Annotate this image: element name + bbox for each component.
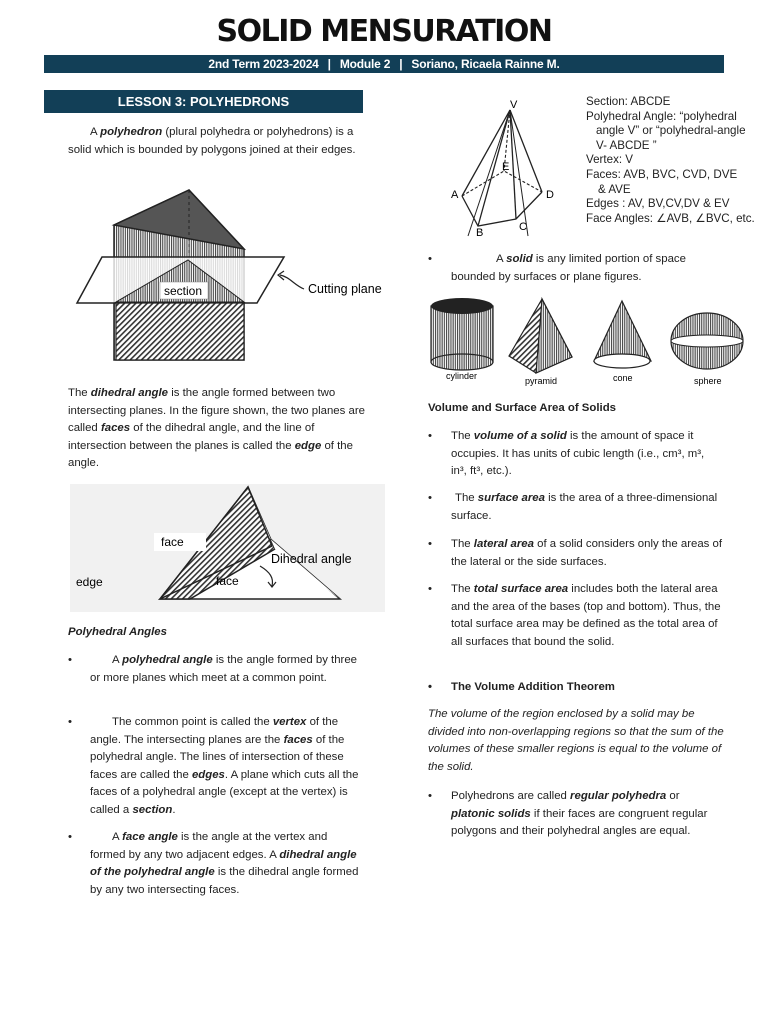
- term-platonic-solids: platonic solids: [451, 807, 531, 820]
- vertex-c-label: C: [519, 221, 527, 233]
- bullet-dot: •: [428, 492, 432, 504]
- bullet-dot: •: [428, 538, 432, 550]
- dihedral-paragraph: The dihedral angle is the angle formed between two intersecting planes. In the figure shown, the two planes are called faces of the dihedral angle, and the line of intersection between the planes is called the edge of the angle.: [68, 387, 365, 470]
- term-total-surface-area: total surface area: [473, 583, 569, 595]
- bullet-dot: •: [428, 430, 432, 442]
- cylinder-label: cylinder: [446, 371, 478, 381]
- term-faces: faces: [100, 422, 131, 435]
- bullet-dot: •: [428, 583, 432, 595]
- term-dihedral-polyhedral: dihedral angle of the polyhedral angle: [90, 848, 357, 879]
- header-banner: [44, 55, 724, 73]
- cutting-plane-label: Cutting plane: [308, 282, 382, 296]
- dihedral-angle-label: Dihedral angle: [271, 552, 352, 566]
- polyhedron-paragraph: A polyhedron (plural polyhedra or polyhedrons) is a solid which is bounded by polygons joined at their edges.: [68, 126, 356, 156]
- pyramid-label: pyramid: [525, 376, 558, 386]
- cone-label: cone: [613, 373, 633, 383]
- term-section: section: [132, 803, 173, 816]
- term-lateral-area: lateral area: [473, 538, 534, 550]
- term-face-angle: face angle: [122, 831, 178, 843]
- term-dihedral-angle: dihedral angle: [90, 387, 169, 399]
- bullet-dot: •: [68, 716, 72, 728]
- pyramid-legend: Section: ABCDE Polyhedral Angle: “polyhedral angle V” or “polyhedral-angle V- ABCDE ” Vertex: V Faces: AVB, BVC, CVD, DVE & AVE Edges : AV, BV,CV,DV & EV Face Angles: ∠AVB, ∠BVC, etc.: [586, 95, 755, 225]
- term-polyhedron: polyhedron: [100, 126, 163, 138]
- dihedral-angle-figure: [70, 484, 385, 612]
- module-label: Module 2: [339, 57, 391, 71]
- pyramid-polyhedral-angle-figure: [440, 96, 580, 241]
- vertex-v-label: V: [510, 99, 518, 111]
- vertex-a-label: A: [451, 189, 459, 201]
- bullet-dot: •: [428, 681, 432, 693]
- author-label: Soriano, Ricaela Rainne M.: [411, 57, 560, 71]
- banner-separator: |: [327, 57, 331, 71]
- sphere-label: sphere: [694, 376, 722, 386]
- solids-figure: [424, 293, 754, 388]
- volume-addition-theorem-text: The volume of the region enclosed by a solid may be divided into non-overlapping regions so that the sum of the volumes of these smaller regions is equal to the volume of the solid.: [428, 708, 724, 773]
- term-solid: solid: [506, 253, 533, 265]
- bullet-dot: •: [428, 790, 432, 802]
- section-label: section: [164, 284, 203, 298]
- volume-surface-heading: Volume and Surface Area of Solids: [428, 402, 616, 414]
- term-faces-2: faces: [283, 733, 313, 746]
- term-edges: edges: [191, 768, 225, 781]
- bullet-dot: •: [428, 253, 432, 265]
- term-surface-area: surface area: [477, 492, 545, 504]
- face-label-bottom: face: [216, 574, 239, 588]
- vertex-e-label: E: [502, 161, 510, 173]
- term-polyhedral-angle: polyhedral angle: [122, 654, 213, 666]
- term-regular-polyhedra: regular polyhedra: [570, 790, 667, 802]
- term-label: 2nd Term 2023-2024: [208, 57, 319, 71]
- polyhedral-angles-heading: Polyhedral Angles: [68, 626, 167, 638]
- edge-label: edge: [76, 575, 103, 589]
- bullet-dot: •: [68, 831, 72, 843]
- page-title: SOLID MENSURATION: [216, 14, 552, 49]
- face-label-top: face: [161, 535, 184, 549]
- term-edge: edge: [294, 439, 322, 452]
- banner-separator: |: [399, 57, 403, 71]
- vertex-b-label: B: [476, 227, 484, 239]
- prism-cutting-plane-figure: [72, 185, 392, 365]
- term-volume: volume of a solid: [473, 430, 567, 442]
- bullet-dot: •: [68, 654, 72, 666]
- volume-addition-theorem-title: The Volume Addition Theorem: [451, 681, 615, 693]
- lesson-heading: LESSON 3: POLYHEDRONS: [44, 90, 363, 113]
- term-vertex: vertex: [272, 716, 307, 728]
- vertex-d-label: D: [546, 189, 554, 201]
